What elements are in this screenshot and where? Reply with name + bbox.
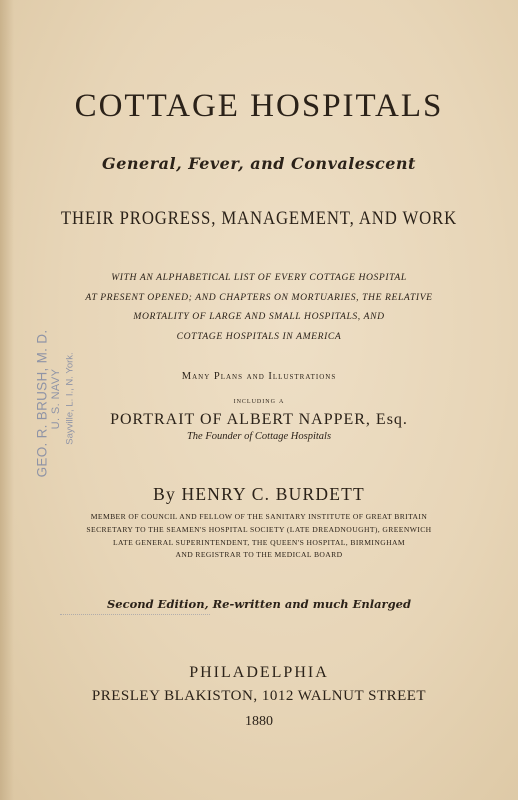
book-title: COTTAGE HOSPITALS [74, 88, 444, 124]
author-credentials [0, 511, 518, 562]
credential-line: LATE GENERAL SUPERINTENDENT, THE QUEEN'S HOSPITAL, BIRMINGHAM [112, 537, 406, 547]
publisher-line: PRESLEY BLAKISTON, 1012 WALNUT STREET [91, 688, 427, 704]
book-subtitle: General, Fever, and Convalescent [102, 154, 416, 173]
edition-note: Second Edition, Re-written and much Enlarged [106, 597, 412, 611]
description-line: COTTAGE HOSPITALS IN AMERICA [176, 330, 342, 342]
credential-line: MEMBER OF COUNCIL AND FELLOW OF THE SANITARY INSTITUTE OF GREAT BRITAIN [90, 512, 428, 521]
owner-stamp [16, 329, 88, 484]
credential-line: SECRETARY TO THE SEAMEN'S HOSPITAL SOCIETY (LATE DREADNOUGHT), GREENWICH [86, 524, 432, 534]
stamp-affiliation: U. S. NAVY [50, 368, 62, 430]
credential-line: AND REGISTRAR TO THE MEDICAL BOARD [175, 550, 343, 560]
description-line: AT PRESENT OPENED; AND CHAPTERS ON MORTUARIES, THE RELATIVE [85, 291, 433, 303]
publication-city: PHILADELPHIA [189, 664, 329, 681]
description-block [0, 268, 518, 346]
publication-year: 1880 [245, 714, 273, 729]
stamp-location: Sayville, L. I., N. York. [64, 352, 76, 445]
description-line: WITH AN ALPHABETICAL LIST OF EVERY COTTAGE HOSPITAL [111, 272, 407, 283]
including-note: including a [233, 395, 285, 405]
book-tagline: THEIR PROGRESS, MANAGEMENT, AND WORK [60, 208, 458, 229]
portrait-note: PORTRAIT OF ALBERT NAPPER, Esq. [110, 411, 408, 428]
plans-note: Many Plans and Illustrations [181, 371, 337, 382]
author-line: By HENRY C. BURDETT [153, 484, 365, 504]
founder-note: The Founder of Cottage Hospitals [186, 431, 332, 442]
description-line: MORTALITY OF LARGE AND SMALL HOSPITALS, AND [133, 311, 385, 322]
stamp-name: GEO. R. BRUSH, M. D. [34, 329, 50, 478]
